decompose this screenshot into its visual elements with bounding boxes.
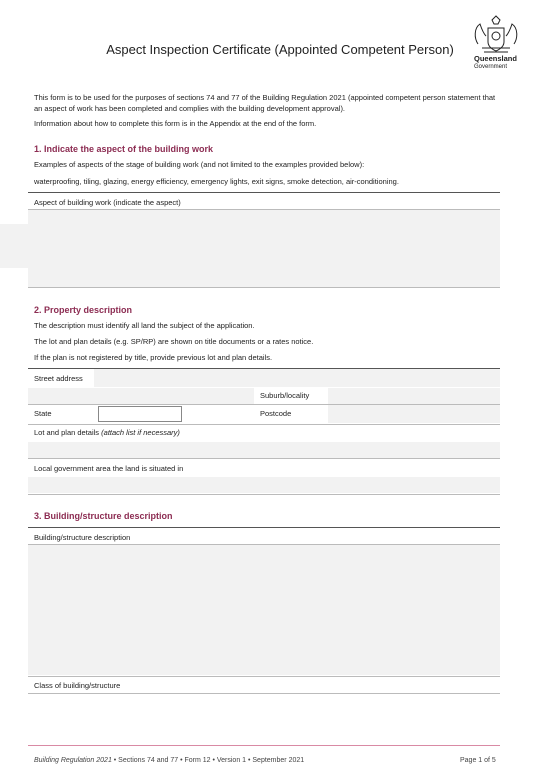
class-row-rule — [28, 676, 500, 677]
lot-row-rule — [28, 424, 500, 425]
lga-bottom-rule — [28, 494, 500, 495]
lot-plan-bottom-rule — [28, 458, 500, 459]
class-label: Class of building/structure — [34, 681, 121, 690]
suburb-label: Suburb/locality — [260, 391, 310, 400]
footer-form-details: • Sections 74 and 77 • Form 12 • Version 1 • September 2021 — [111, 757, 305, 764]
street-address-field-line-2[interactable] — [28, 388, 254, 404]
suburb-field[interactable] — [328, 388, 500, 404]
section-3-rule — [28, 527, 500, 528]
postcode-label: Postcode — [260, 409, 292, 418]
intro-paragraph: This form is to be used for the purposes of sections 74 and 77 of the Building Regulation 2021 (appointed competent person statement that an aspect of work has been completed and complies with the building development approval). — [34, 93, 496, 113]
lot-plan-note: (attach list if necessary) — [101, 428, 180, 437]
brand-line-2: Government — [474, 64, 508, 70]
state-field[interactable] — [98, 406, 182, 422]
lga-label: Local government area the land is situated in — [34, 464, 184, 473]
margin-tab — [0, 224, 28, 268]
intro-info-line: Information about how to complete this form is in the Appendix at the end of the form. — [34, 119, 317, 128]
section-1-heading: 1. Indicate the aspect of the building work — [34, 144, 214, 154]
section-1-examples-list: waterproofing, tiling, glazing, energy efficiency, emergency lights, exit signs, smoke detection, air-conditioning. — [34, 177, 399, 186]
footer-reference — [34, 757, 304, 764]
section-1-rule — [28, 192, 500, 193]
brand-line-1: Queensland — [474, 54, 517, 63]
lot-plan-label-text: Lot and plan details — [34, 428, 100, 437]
section-1-examples-intro: Examples of aspects of the stage of building work (and not limited to the examples provided below): — [34, 160, 365, 169]
street-address-field[interactable] — [94, 369, 500, 387]
postcode-field[interactable] — [328, 405, 500, 423]
aspect-field[interactable] — [28, 210, 500, 287]
aspect-field-label: Aspect of building work (indicate the aspect) — [34, 198, 181, 207]
lot-plan-field[interactable] — [28, 442, 500, 458]
section-2-heading: 2. Property description — [34, 305, 133, 315]
street-address-label: Street address — [34, 374, 83, 383]
aspect-field-bottom-rule — [28, 287, 500, 288]
lga-field[interactable] — [28, 477, 500, 493]
footer-regulation-name: Building Regulation 2021 — [34, 757, 112, 764]
lot-plan-label — [34, 428, 180, 437]
section-2-line-3: If the plan is not registered by title, provide previous lot and plan details. — [34, 353, 273, 362]
building-description-field[interactable] — [28, 545, 500, 675]
building-description-label: Building/structure description — [34, 533, 131, 542]
section-2-line-2: The lot and plan details (e.g. SP/RP) are shown on title documents or a rates notice. — [34, 337, 314, 346]
page-number: Page 1 of 5 — [460, 757, 496, 764]
state-label: State — [34, 409, 52, 418]
footer-rule — [28, 745, 500, 746]
section-2-line-1: The description must identify all land the subject of the application. — [34, 321, 255, 330]
class-bottom-rule — [28, 693, 500, 694]
page-title: Aspect Inspection Certificate (Appointed Competent Person) — [106, 42, 454, 57]
section-3-heading: 3. Building/structure description — [34, 511, 173, 521]
